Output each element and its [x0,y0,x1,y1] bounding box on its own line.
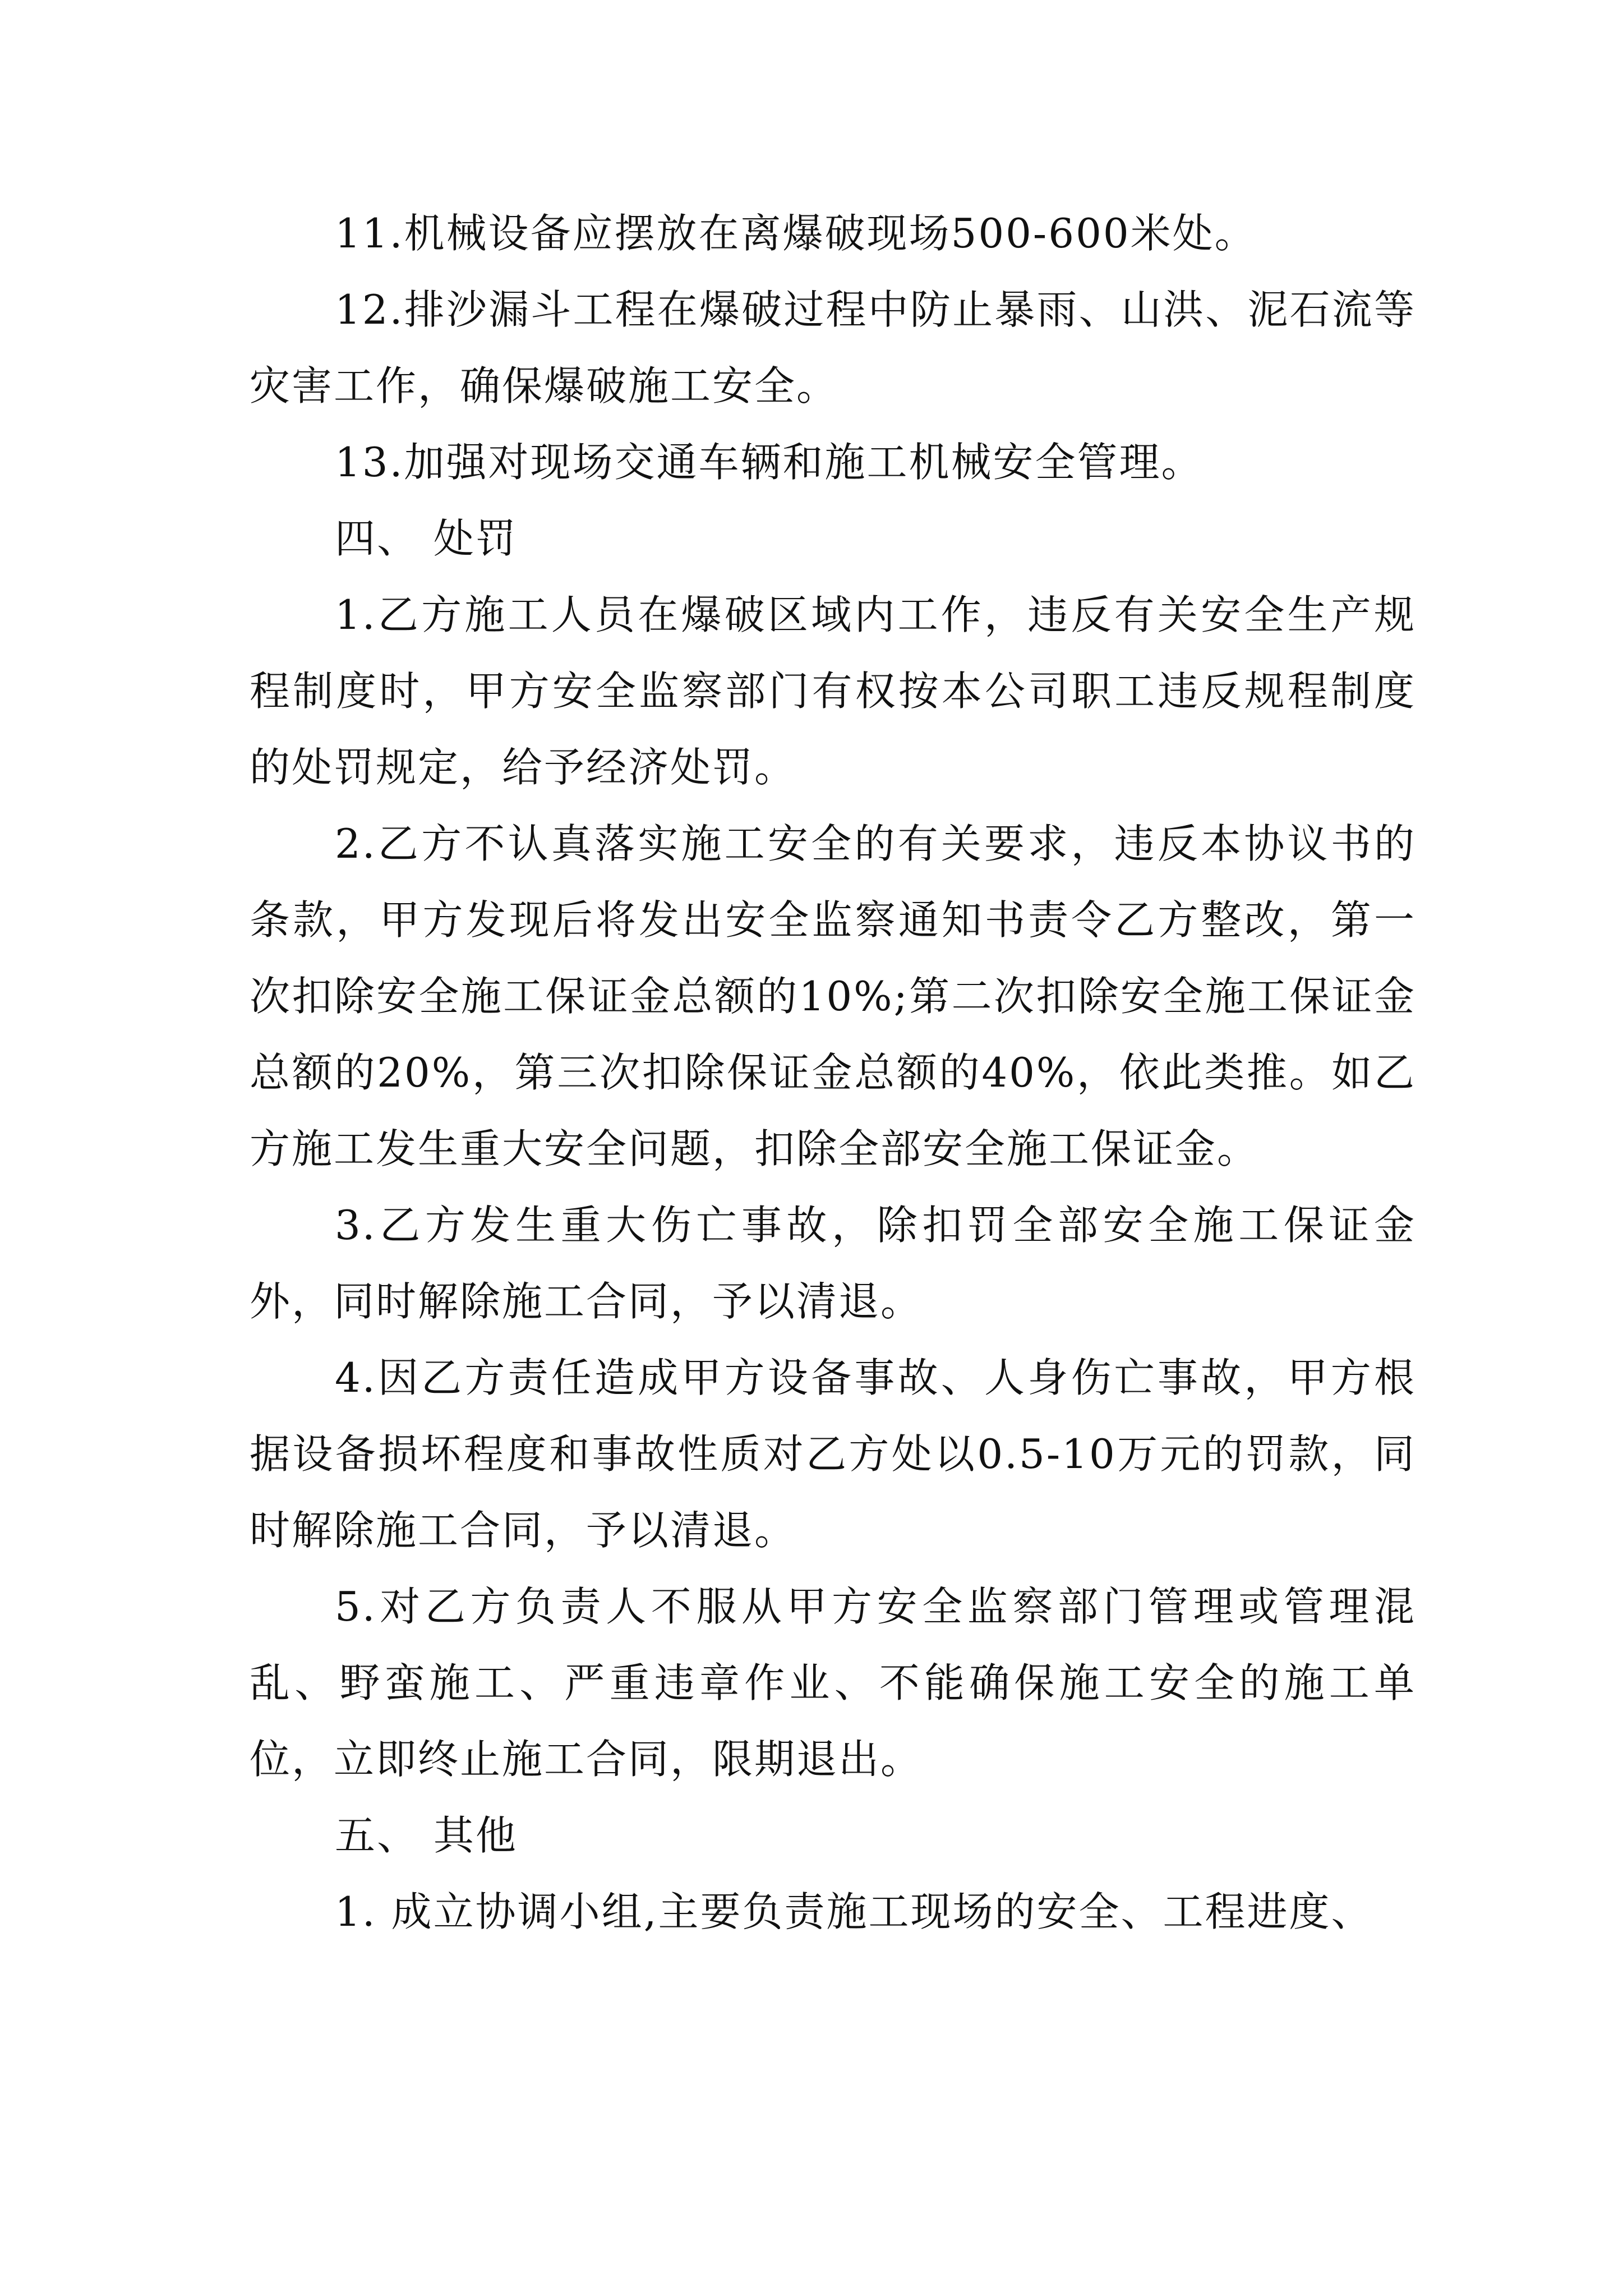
section-heading-penalties: 四、 处罚 [335,515,518,562]
section-heading-other: 五、 其他 [335,1812,518,1859]
other-item-1: 1. 成立协调小组,主要负责施工现场的安全、工程进度、 [335,1888,1373,1935]
paragraph-item-11: 11.机械设备应摆放在离爆破现场500-600米处。 [335,210,1257,257]
paragraph-item-13: 13.加强对现场交通车辆和施工机械安全管理。 [335,439,1204,486]
penalty-item-4: 4.因乙方责任造成甲方设备事故、人身伤亡事故，甲方根据设备损坏程度和事故性质对乙方处以0.5-10万元的罚款，同时解除施工合同，予以清退。 [250,1354,1416,1554]
penalty-item-5: 5.对乙方负责人不服从甲方安全监察部门管理或管理混乱、野蛮施工、严重违章作业、不能确保施工安全的施工单位，立即终止施工合同，限期退出。 [250,1583,1416,1783]
penalty-item-3: 3.乙方发生重大伤亡事故，除扣罚全部安全施工保证金外，同时解除施工合同，予以清退。 [250,1202,1416,1325]
penalty-item-2: 2.乙方不认真落实施工安全的有关要求，违反本协议书的条款，甲方发现后将发出安全监察通知书责令乙方整改，第一次扣除安全施工保证金总额的10%;第二次扣除安全施工保证金总额的20%，第三次扣除保证金总额的40%，依此类推。如乙方施工发生重大安全问题，扣除全部安全施工保证金。 [250,820,1416,1172]
penalty-item-1: 1.乙方施工人员在爆破区域内工作，违反有关安全生产规程制度时，甲方安全监察部门有权按本公司职工违反规程制度的处罚规定，给予经济处罚。 [250,591,1416,791]
document-body [250,195,1416,1950]
paragraph-item-12: 12.排沙漏斗工程在爆破过程中防止暴雨、山洪、泥石流等灾害工作，确保爆破施工安全。 [250,286,1416,409]
